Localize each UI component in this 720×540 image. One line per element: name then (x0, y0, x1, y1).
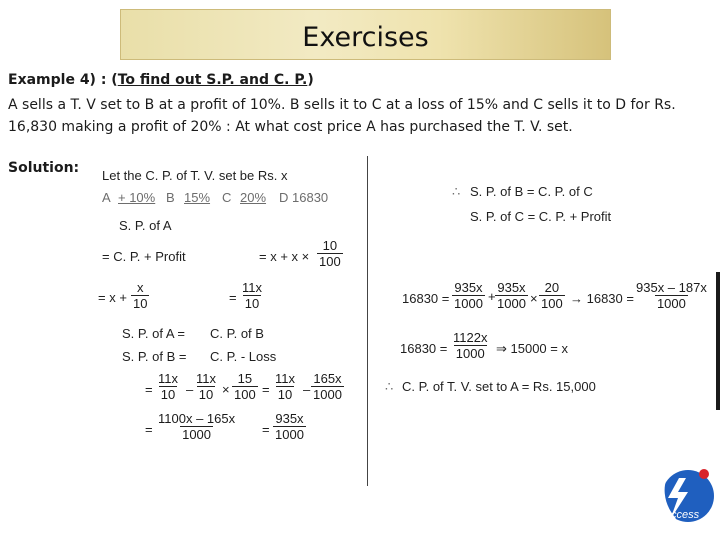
frac-1122x-1000 (451, 330, 489, 361)
edge-strip (716, 272, 720, 410)
frac-935x-1000-r2 (495, 280, 528, 311)
therefore-symbol-2: ∴ (385, 379, 394, 394)
frac-den: 100 (234, 387, 256, 402)
frac-num: 165x (313, 371, 342, 386)
frac-num: x (136, 280, 144, 295)
chain-loss-15: 15% (184, 190, 211, 205)
frac-15-100 (232, 371, 258, 402)
frac-num: 15 (237, 371, 253, 386)
logo-text: uccess (664, 509, 700, 521)
frac-den: 10 (198, 387, 214, 402)
example-heading (8, 72, 314, 88)
frac-den: 1000 (313, 387, 342, 402)
title-banner (120, 9, 611, 60)
frac-1100x-minus-165x (156, 411, 237, 442)
eq-cp-profit: = C. P. + Profit (102, 249, 186, 264)
frac-165x-1000 (311, 371, 344, 402)
success-logo-icon (648, 460, 716, 532)
sp-b-equals-cp-c: S. P. of B = C. P. of C (470, 184, 593, 199)
chain-c: C (222, 190, 232, 205)
chain-a: A (102, 190, 111, 205)
chain-profit-20: 20% (240, 190, 267, 205)
therefore-symbol-1: ∴ (452, 184, 461, 199)
frac-den: 100 (319, 254, 341, 269)
cp-of-b: C. P. of B (210, 326, 264, 341)
heading-prefix: Example 4) : ( (8, 72, 118, 88)
frac-num: 935x (454, 280, 483, 295)
equals-sign: = (229, 290, 237, 305)
eq-x-plus-2: = x + (98, 290, 127, 305)
frac-num: 20 (544, 280, 560, 295)
frac-num: 1122x (453, 330, 488, 345)
let-statement: Let the C. P. of T. V. set be Rs. x (102, 168, 288, 183)
column-divider (367, 156, 368, 486)
frac-num: 11x (242, 280, 262, 295)
frac-den: 10 (133, 296, 148, 311)
frac-11x-10-c (273, 371, 297, 402)
minus-2: – (303, 382, 311, 397)
frac-x-over-10 (131, 280, 149, 311)
frac-935x-1000 (273, 411, 306, 442)
r-16830-b: 16830 = (400, 341, 448, 356)
frac-num: 10 (322, 238, 338, 253)
problem-statement: A sells a T. V set to B at a profit of 10%. B sells it to C at a loss of 15% and C sells it to D for Rs. 16,830 making a profit of 20% : At what cost price A has purchased the T. V. set. (8, 97, 676, 135)
plus-sign: + (488, 289, 496, 304)
frac-den: 100 (541, 296, 563, 311)
frac-den: 10 (277, 387, 293, 402)
eq-2: = (262, 382, 270, 397)
frac-935x-1000-r1 (452, 280, 485, 311)
sp-b-equals: S. P. of B = (122, 349, 187, 364)
minus-1: – (186, 382, 194, 397)
frac-10-over-100 (317, 238, 343, 269)
final-answer: C. P. of T. V. set to A = Rs. 15,000 (402, 379, 596, 394)
chain-b: B (166, 190, 175, 205)
frac-num: 11x (158, 371, 178, 386)
frac-num: 935x – 187x (636, 280, 707, 295)
sp-a-equals: S. P. of A = (122, 326, 186, 341)
success-logo (648, 460, 716, 532)
heading-suffix: ) (307, 72, 314, 88)
frac-num: 935x (275, 411, 304, 426)
result-x: ⇒ 15000 = x (496, 341, 568, 356)
sp-of-a-heading: S. P. of A (119, 218, 172, 233)
frac-den: 10 (244, 296, 260, 311)
frac-den: 1000 (275, 427, 304, 442)
eq-3: = (145, 422, 153, 437)
frac-11x-10-b (194, 371, 218, 402)
sp-c-equals-cp-profit: S. P. of C = C. P. + Profit (470, 209, 612, 224)
times-1: × (222, 382, 230, 397)
frac-den: 1000 (455, 346, 485, 361)
times-sign: × (530, 291, 538, 306)
frac-935x-minus-187x (634, 280, 709, 311)
chain-profit-10: + 10% (118, 190, 156, 205)
frac-den: 1000 (497, 296, 526, 311)
frac-11x-10-a (156, 371, 180, 402)
frac-20-100 (539, 280, 565, 311)
frac-den: 1000 (454, 296, 483, 311)
cp-minus-loss: C. P. - Loss (210, 349, 277, 364)
frac-den: 10 (160, 387, 176, 402)
frac-num: 935x (497, 280, 526, 295)
eq-x-plus: = x + x × (259, 249, 310, 264)
r-16830-a: 16830 = (402, 291, 450, 306)
eq-1: = (145, 382, 153, 397)
frac-num: 11x (275, 371, 295, 386)
heading-topic: To find out S.P. and C. P. (117, 72, 308, 88)
frac-num: 1100x – 165x (158, 411, 236, 426)
solution-label: Solution: (8, 160, 80, 176)
arrow-16830: → 16830 = (570, 291, 634, 306)
frac-den: 1000 (656, 296, 686, 311)
chain-d: D 16830 (279, 190, 329, 205)
frac-num: 11x (196, 371, 216, 386)
eq-4: = (262, 422, 270, 437)
frac-11x-over-10 (240, 280, 264, 311)
frac-den: 1000 (182, 427, 212, 442)
page-title: Exercises (302, 22, 429, 53)
